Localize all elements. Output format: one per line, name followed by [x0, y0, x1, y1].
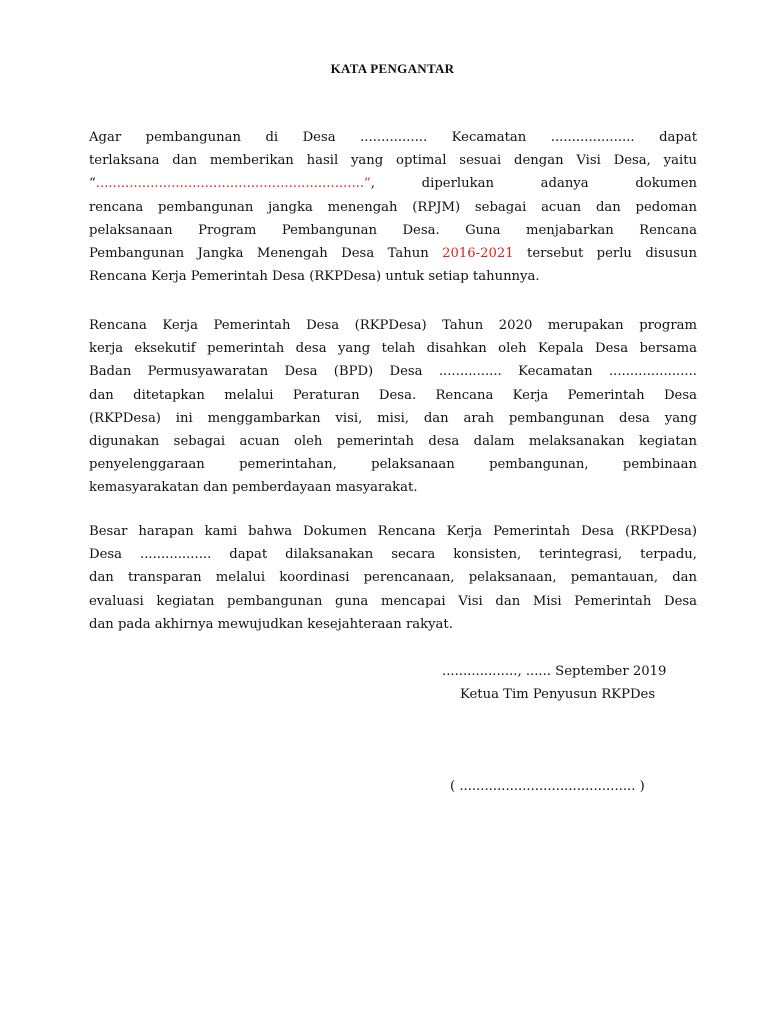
quote-close: ”	[364, 176, 371, 192]
paragraph-line: terlaksana dan memberikan hasil yang optimal sesuai dengan Visi Desa, yaitu	[89, 153, 697, 169]
paragraph-line: Agar pembangunan di Desa ................ Kecamatan .................... dapat	[89, 130, 697, 145]
paragraph-intro	[89, 126, 697, 288]
paragraph-line: evaluasi kegiatan pembangunan guna mencapai Visi dan Misi Pemerintah Desa	[89, 593, 697, 609]
paragraph-line: kerja eksekutif pemerintah desa yang telah disahkan oleh Kepala Desa bersama	[89, 341, 697, 357]
line-rest: , diperlukan adanya dokumen	[370, 176, 697, 192]
paragraph-line: rencana pembangunan jangka menengah (RPJM) sebagai acuan dan pedoman	[89, 199, 697, 215]
paragraph-line	[89, 172, 697, 195]
line-text: Pembangunan Jangka Menengah Desa Tahun	[89, 246, 443, 262]
paragraph-line: Besar harapan kami bahwa Dokumen Rencana Kerja Pemerintah Desa (RKPDesa)	[89, 524, 697, 539]
line-text: tersebut perlu disusun	[513, 246, 697, 262]
paragraph-closing	[89, 520, 697, 636]
quote-open: “	[89, 176, 96, 192]
paragraph-line: pelaksanaan Program Pembangunan Desa. Guna menjabarkan Rencana	[89, 222, 697, 238]
plan-years: 2016-2021	[442, 246, 514, 262]
paragraph-line	[89, 242, 697, 265]
signature-name: ( .......................................... )	[450, 779, 645, 794]
vision-placeholder: ................................................................	[95, 176, 365, 192]
signature-place-date: .................., ...... September 2019	[442, 664, 667, 679]
page-title: KATA PENGANTAR	[330, 61, 455, 76]
paragraph-line: (RKPDesa) ini menggambarkan visi, misi, dan arah pembangunan desa yang	[89, 410, 697, 426]
signature-role: Ketua Tim Penyusun RKPDes	[460, 687, 656, 702]
paragraph-line: digunakan sebagai acuan oleh pemerintah desa dalam melaksanakan kegiatan	[89, 434, 697, 450]
paragraph-line: Rencana Kerja Pemerintah Desa (RKPDesa) untuk setiap tahunnya.	[89, 269, 540, 285]
paragraph-line: dan pada akhirnya mewujudkan kesejahteraan rakyat.	[89, 616, 453, 632]
paragraph-line: dan transparan melalui koordinasi perencanaan, pelaksanaan, pemantauan, dan	[89, 570, 697, 586]
paragraph-line: kemasyarakatan dan pemberdayaan masyarakat.	[89, 480, 418, 496]
paragraph-line: Badan Permusyawaratan Desa (BPD) Desa ............... Kecamatan .....................	[89, 364, 697, 380]
paragraph-rkpdesa	[89, 314, 697, 500]
paragraph-line: Rencana Kerja Pemerintah Desa (RKPDesa) Tahun 2020 merupakan program	[89, 318, 697, 333]
paragraph-line: penyelenggaraan pemerintahan, pelaksanaan pembangunan, pembinaan	[89, 457, 697, 473]
paragraph-line: dan ditetapkan melalui Peraturan Desa. Rencana Kerja Pemerintah Desa	[89, 387, 697, 403]
paragraph-line: Desa ................. dapat dilaksanakan secara konsisten, terintegrasi, terpadu,	[89, 547, 697, 563]
